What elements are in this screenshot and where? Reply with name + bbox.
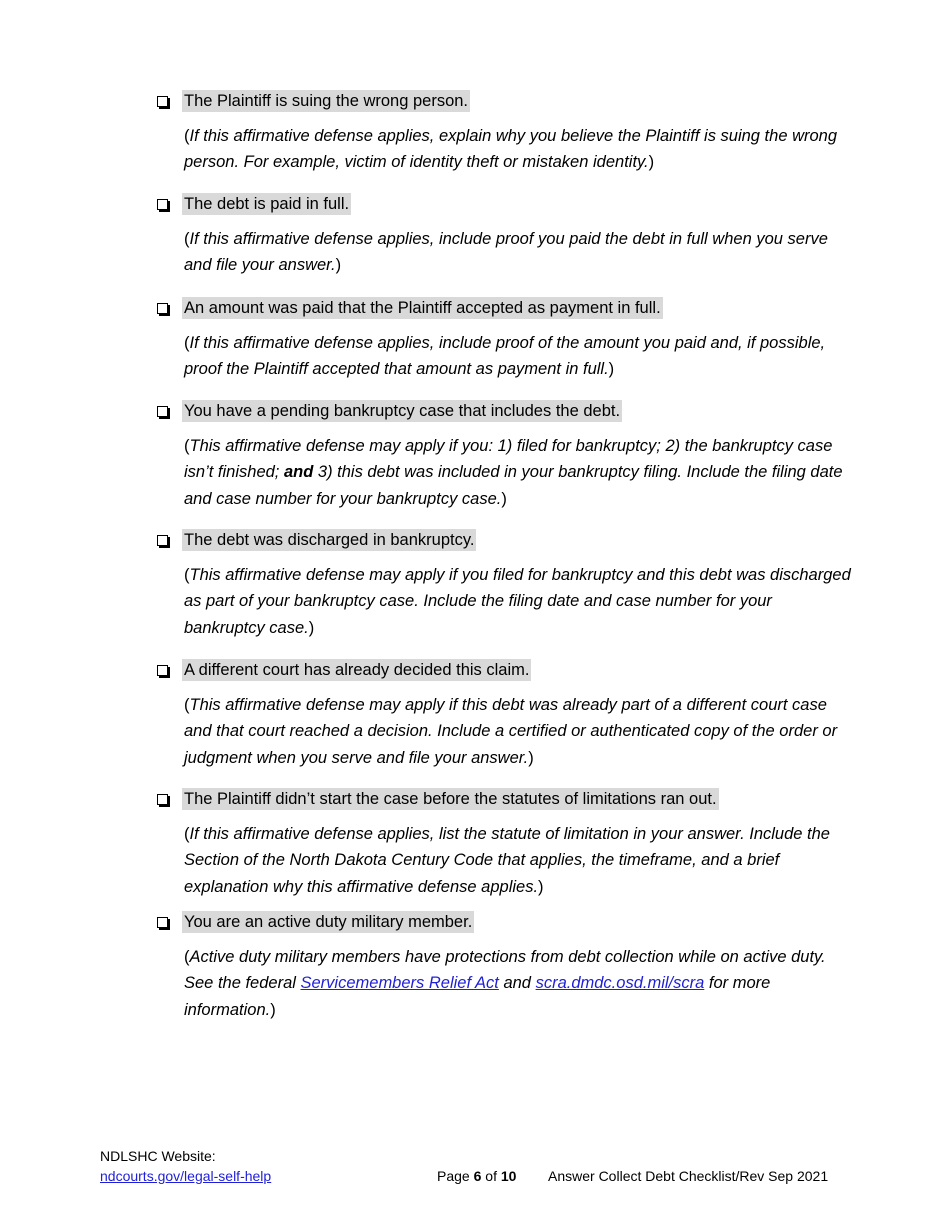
document-title: Answer Collect Debt Checklist/Rev Sep 2021 — [548, 1168, 829, 1184]
defense-description: (Active duty military members have protections from debt collection while on active duty. See the federal Servicemembers Relief Act and scra.dmdc.osd.mil/scra for more information.) — [184, 948, 826, 1019]
footer-site-label: NDLSHC Website: — [100, 1148, 216, 1164]
defense-label: You have a pending bankruptcy case that includes the debt. — [184, 402, 621, 420]
defense-label: The Plaintiff didn’t start the case before the statutes of limitations ran out. — [184, 790, 717, 808]
defense-description: (If this affirmative defense applies, include proof you paid the debt in full when you serve and file your answer.) — [184, 230, 828, 275]
defense-description: (This affirmative defense may apply if this debt was already part of a different court case and that court reached a decision. Include a certified or authenticated copy of the order or judgment when you serve and file your answer.) — [184, 696, 838, 767]
defense-label: An amount was paid that the Plaintiff accepted as payment in full. — [184, 299, 661, 317]
defense-description: (This affirmative defense may apply if you: 1) filed for bankruptcy; 2) the bankruptcy case isn’t finished; and 3) this debt was included in your bankruptcy filing. Include the filing date and case number for your bankruptcy case.) — [184, 437, 843, 508]
checkbox[interactable] — [157, 535, 168, 546]
defense-item-already-decided — [157, 658, 857, 771]
servicemembers-relief-act-link[interactable]: Servicemembers Relief Act — [300, 974, 499, 993]
checkbox[interactable] — [157, 917, 168, 928]
defense-item-wrong-person — [157, 89, 857, 176]
checkbox[interactable] — [157, 794, 168, 805]
defense-item-pending-bankruptcy — [157, 399, 857, 512]
defense-label: The Plaintiff is suing the wrong person. — [184, 92, 469, 110]
defense-label: A different court has already decided this claim. — [184, 661, 530, 679]
defense-item-accord-satisfaction — [157, 296, 857, 383]
checkbox[interactable] — [157, 406, 168, 417]
scra-website-link[interactable]: scra.dmdc.osd.mil/scra — [535, 974, 705, 993]
checkbox[interactable] — [157, 303, 168, 314]
defense-description: (If this affirmative defense applies, explain why you believe the Plaintiff is suing the wrong person. For example, victim of identity theft or mistaken identity.) — [184, 127, 838, 172]
defense-label: You are an active duty military member. — [184, 913, 473, 931]
defense-item-discharged-bankruptcy — [157, 528, 857, 641]
checkbox[interactable] — [157, 96, 168, 107]
footer-website — [100, 1146, 271, 1186]
checkbox[interactable] — [157, 199, 168, 210]
page-number: Page 6 of 10 — [437, 1168, 517, 1184]
defense-description: (If this affirmative defense applies, include proof of the amount you paid and, if possible, proof the Plaintiff accepted that amount as payment in full.) — [184, 334, 826, 379]
checkbox[interactable] — [157, 665, 168, 676]
defense-item-paid-in-full — [157, 192, 857, 279]
defense-label: The debt was discharged in bankruptcy. — [184, 531, 475, 549]
defense-label: The debt is paid in full. — [184, 195, 350, 213]
defense-item-active-military — [157, 910, 857, 1023]
defense-description: (If this affirmative defense applies, list the statute of limitation in your answer. Include the Section of the North Dakota Century Code that applies, the timeframe, and a brief explanation why this affirmative defense applies.) — [184, 825, 830, 896]
footer-site-link[interactable]: ndcourts.gov/legal-self-help — [100, 1168, 272, 1184]
defense-description: (This affirmative defense may apply if you filed for bankruptcy and this debt was discharged as part of your bankruptcy case. Include the filing date and case number for your bankruptcy case.) — [184, 566, 851, 637]
defense-item-statute-of-limitations — [157, 787, 857, 900]
